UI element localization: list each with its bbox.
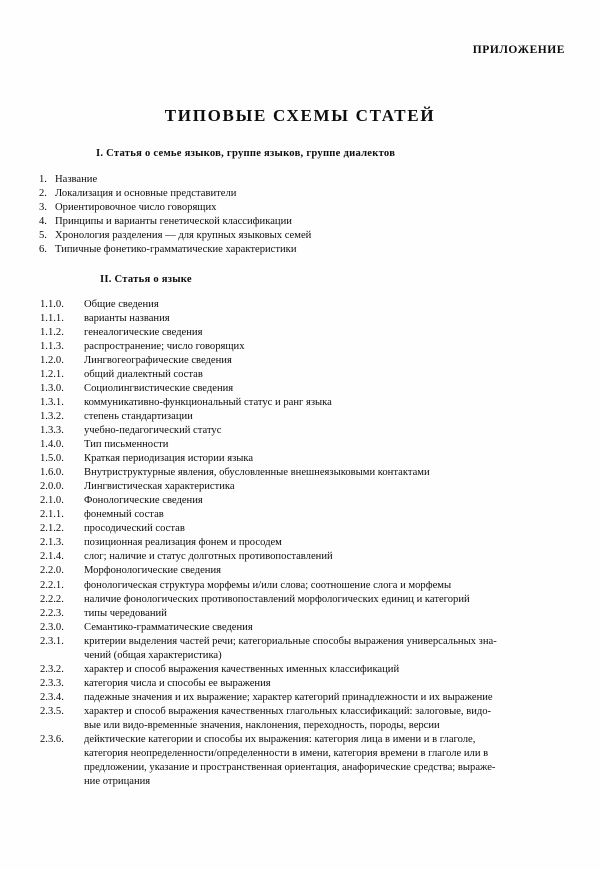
list-item-label: коммуникативно-функциональный статус и ранг языка — [84, 396, 332, 408]
list-item — [0, 382, 600, 396]
list-item — [0, 215, 600, 229]
list-item-label: фонологическая структура морфемы и/или слова; соотношение слога и морфемы — [84, 579, 452, 591]
list-item-code: 2.3.1. — [40, 635, 64, 647]
list-item — [0, 663, 600, 677]
list-item — [0, 494, 600, 508]
list-item-label: категория числа и способы ее выражения — [84, 677, 271, 689]
list-item-code: 1.3.2. — [40, 410, 64, 422]
list-item-code: 2.1.2. — [40, 523, 64, 535]
running-head: ПРИЛОЖЕНИЕ — [472, 44, 565, 56]
list-item-label: наличие фонологических противопоставлений морфологических единиц и категорий — [84, 593, 470, 605]
list-item-code: 2.3.2. — [40, 663, 64, 675]
list-item-code: 2.3.6. — [40, 734, 64, 746]
list-item-label: общий диалектный состав — [84, 368, 203, 380]
section-heading-two: II. Статья о языке — [100, 273, 192, 285]
list-item — [0, 340, 600, 354]
list-item-number: 5. — [39, 230, 47, 242]
list-item — [0, 229, 600, 243]
list-item-label: Морфонологические сведения — [84, 565, 222, 577]
list-item-code: 1.1.3. — [40, 340, 64, 352]
list-item — [0, 396, 600, 410]
list-item — [0, 201, 600, 215]
list-item-label: Локализация и основные представители — [55, 188, 237, 200]
list-item — [0, 536, 600, 550]
list-item-label: Принципы и варианты генетической классификации — [55, 216, 292, 228]
list-item-label — [84, 705, 600, 733]
list-item-line: дейктические категории и способы их выражения: категория лица в имени и в глаголе, — [84, 734, 476, 746]
list-item-code: 2.2.1. — [40, 579, 64, 591]
list-item — [0, 593, 600, 607]
list-item — [0, 579, 600, 593]
list-item-label: просодический состав — [84, 523, 185, 535]
list-item-label: генеалогические сведения — [84, 326, 203, 338]
section-one-list — [0, 173, 600, 258]
list-item-code: 1.1.2. — [40, 326, 64, 338]
list-item-line: предложении, указание и пространственная ориентация, анафорические средства; выраже- — [84, 762, 496, 774]
list-item — [0, 635, 600, 663]
list-item — [0, 312, 600, 326]
list-item-label: распространение; число говорящих — [84, 340, 245, 352]
list-item-code: 2.2.3. — [40, 607, 64, 619]
list-item — [0, 466, 600, 480]
section-two-list — [0, 298, 600, 790]
list-item-code: 1.3.1. — [40, 396, 64, 408]
list-item-label: характер и способ выражения качественных именных классификаций — [84, 663, 400, 675]
list-item-label: варианты названия — [84, 312, 170, 324]
list-item — [0, 733, 600, 789]
list-item-code: 1.3.3. — [40, 424, 64, 436]
list-item-code: 1.4.0. — [40, 439, 64, 451]
page-title: ТИПОВЫЕ СХЕМЫ СТАТЕЙ — [164, 106, 436, 126]
list-item-line: ние отрицания — [84, 776, 151, 788]
list-item-line: критерии выделения частей речи; категориальные способы выражения универсальных зна- — [84, 635, 497, 647]
list-item — [0, 607, 600, 621]
list-item-label: Семантико-грамматические сведения — [84, 621, 253, 633]
list-item-label: степень стандартизации — [84, 410, 193, 422]
list-item — [0, 621, 600, 635]
list-item-code: 2.1.4. — [40, 551, 64, 563]
list-item-code: 2.1.0. — [40, 495, 64, 507]
list-item-code: 2.3.0. — [40, 621, 64, 633]
list-item-label: Лингвогеографические сведения — [84, 354, 232, 366]
list-item-label: Название — [55, 174, 98, 185]
list-item-label: Краткая периодизация истории языка — [84, 453, 254, 465]
list-item-label: Социолингвистические сведения — [84, 382, 234, 394]
list-item — [0, 173, 600, 187]
list-item-label: Ориентировочное число говорящих — [55, 202, 217, 214]
list-item — [0, 564, 600, 578]
list-item-number: 6. — [39, 244, 47, 256]
list-item-label: Тип письменности — [84, 439, 169, 451]
list-item-label: учебно-педагогический статус — [84, 424, 222, 436]
list-item-code: 2.0.0. — [40, 481, 64, 493]
section-heading-one: I. Статья о семье языков, группе языков, группе диалектов — [96, 148, 396, 159]
list-item — [0, 424, 600, 438]
list-item-label: слог; наличие и статус долготных противопоставлений — [84, 551, 333, 563]
list-item-code: 1.1.1. — [40, 312, 64, 324]
list-item-label: Типичные фонетико-грамматические характеристики — [55, 244, 297, 256]
list-item — [0, 480, 600, 494]
list-item-label: Общие сведения — [84, 298, 159, 310]
list-item-code: 1.2.0. — [40, 354, 64, 366]
list-item-code: 2.1.1. — [40, 509, 64, 521]
list-item-code: 2.1.3. — [40, 537, 64, 549]
list-item-code: 2.3.5. — [40, 705, 64, 717]
list-item — [0, 187, 600, 201]
list-item — [0, 705, 600, 733]
list-item-line: категория неопределенности/определенности в имени, категория времени в глаголе или в — [84, 748, 489, 760]
list-item — [0, 522, 600, 536]
list-item-label: Фонологические сведения — [84, 495, 203, 507]
list-item-number: 1. — [39, 174, 47, 185]
list-item-label: фонемный состав — [84, 509, 164, 521]
list-item — [0, 677, 600, 691]
list-item-code: 1.2.1. — [40, 368, 64, 380]
list-item-line: чений (общая характеристика) — [84, 649, 222, 661]
list-item-label: позиционная реализация фонем и просодем — [84, 537, 282, 549]
list-item — [0, 298, 600, 312]
list-item-number: 3. — [39, 202, 47, 214]
list-item-code: 2.3.4. — [40, 691, 64, 703]
list-item-line: вые или видо-временны́е значения, наклонения, переходность, породы, версии — [84, 719, 440, 731]
document-body — [0, 148, 600, 789]
list-item-code: 2.2.2. — [40, 593, 64, 605]
list-item — [0, 368, 600, 382]
list-item — [0, 550, 600, 564]
list-item-line: характер и способ выражения качественных глагольных классификаций: залоговые, видо- — [84, 705, 492, 717]
list-item-code: 1.3.0. — [40, 382, 64, 394]
list-item — [0, 452, 600, 466]
list-item-code: 1.5.0. — [40, 453, 64, 465]
list-item-code: 2.3.3. — [40, 677, 64, 689]
list-item — [0, 243, 600, 257]
list-item — [0, 354, 600, 368]
list-item-label — [84, 635, 600, 663]
list-item — [0, 410, 600, 424]
list-item-label: Лингвистическая характеристика — [84, 481, 235, 493]
list-item — [0, 508, 600, 522]
list-item-code: 2.2.0. — [40, 565, 64, 577]
list-item — [0, 438, 600, 452]
list-item-number: 4. — [39, 216, 47, 228]
list-item-label — [84, 733, 600, 789]
list-item-code: 1.1.0. — [40, 298, 64, 310]
list-item-number: 2. — [39, 188, 47, 200]
list-item-code: 1.6.0. — [40, 467, 64, 479]
list-item-label: Хронология разделения — для крупных языковых семей — [55, 230, 312, 242]
list-item-label: типы чередований — [84, 607, 167, 619]
list-item-label: Внутриструктурные явления, обусловленные внешнеязыковыми контактами — [84, 467, 430, 479]
list-item — [0, 326, 600, 340]
list-item — [0, 691, 600, 705]
list-item-label: падежные значения и их выражение; характер категорий принадлежности и их выражение — [84, 691, 493, 703]
